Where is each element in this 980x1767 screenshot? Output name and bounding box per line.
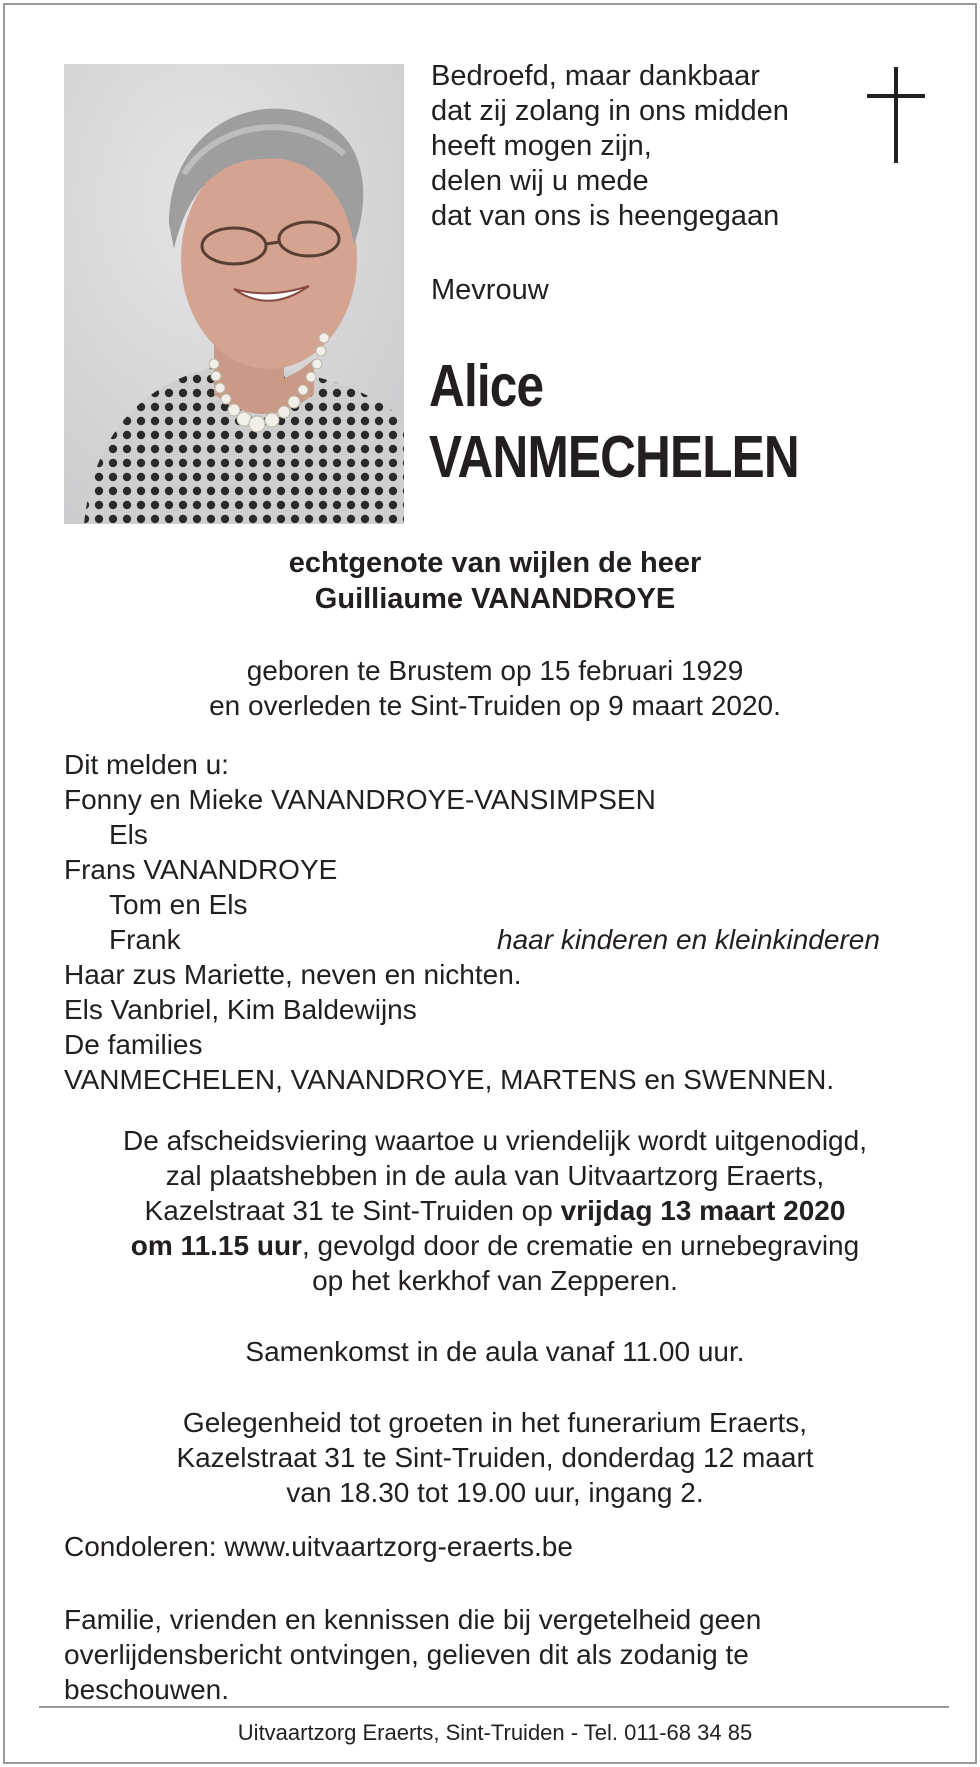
footer-divider xyxy=(39,1706,949,1708)
spouse-line: echtgenote van wijlen de heer xyxy=(288,547,702,579)
cross-symbol xyxy=(867,67,925,163)
funeral-text: Kazelstraat 31 te Sint-Truiden op xyxy=(144,1195,561,1226)
funeral-time: om 11.15 uur xyxy=(130,1230,302,1261)
closing-note xyxy=(64,1602,761,1707)
footer-funeral-home: Uitvaartzorg Eraerts, Sint-Truiden - Tel. 011-68 34 85 xyxy=(237,1720,753,1745)
poem-line: dat van ons is heengegaan xyxy=(431,200,780,232)
announcers-role: haar kinderen en kleinkinderen xyxy=(497,924,880,955)
spouse-name: Guilliaume VANANDROYE xyxy=(314,583,676,615)
salutation: Mevrouw xyxy=(431,274,549,306)
note-line: overlijdensbericht ontvingen, gelieven dit als zodanig te xyxy=(64,1639,749,1670)
funeral-line xyxy=(5,1193,980,1228)
announcer-line: Els xyxy=(109,819,148,850)
gathering-info: Samenkomst in de aula vanaf 11.00 uur. xyxy=(245,1336,745,1367)
note-line: Familie, vrienden en kennissen die bij vergetelheid geen xyxy=(64,1604,762,1635)
funeral-details xyxy=(5,1123,980,1298)
announcer-line: Els Vanbriel, Kim Baldewijns xyxy=(64,994,417,1025)
portrait-image xyxy=(64,64,404,524)
announcer-line: De families xyxy=(64,1029,203,1060)
visitation-line: Gelegenheid tot groeten in het funerarium Eraerts, xyxy=(182,1407,808,1438)
announcer-line: Fonny en Mieke VANANDROYE-VANSIMPSEN xyxy=(64,784,656,815)
visitation-info xyxy=(5,1405,980,1510)
spouse-block xyxy=(5,545,980,617)
deceased-first-name: Alice xyxy=(429,353,544,419)
life-dates xyxy=(5,653,980,723)
funeral-date: vrijdag 13 maart 2020 xyxy=(560,1195,846,1226)
poem-line: delen wij u mede xyxy=(431,165,649,197)
funeral-line: op het kerkhof van Zepperen. xyxy=(312,1265,678,1296)
announcer-line: Tom en Els xyxy=(109,889,248,920)
death-line: en overleden te Sint-Truiden op 9 maart 2020. xyxy=(209,690,781,721)
funeral-text: , gevolgd door de crematie en urnebegraving xyxy=(301,1230,860,1261)
portrait-photo xyxy=(64,64,404,524)
announcer-line: Frank xyxy=(109,924,181,955)
poem-line: Bedroefd, maar dankbaar xyxy=(431,60,760,92)
visitation-line: van 18.30 tot 19.00 uur, ingang 2. xyxy=(286,1477,704,1508)
condolence-website: Condoleren: www.uitvaartzorg-eraerts.be xyxy=(64,1531,573,1562)
deceased-last-name: VANMECHELEN xyxy=(429,424,799,490)
birth-line: geboren te Brustem op 15 februari 1929 xyxy=(246,655,744,686)
poem xyxy=(431,59,789,234)
announcer-line: Haar zus Mariette, neven en nichten. xyxy=(64,959,522,990)
visitation-line: Kazelstraat 31 te Sint-Truiden, donderdag 12 maart xyxy=(176,1442,814,1473)
announcers-intro: Dit melden u: xyxy=(64,749,229,780)
note-line: beschouwen. xyxy=(64,1674,230,1705)
poem-line: heeft mogen zijn, xyxy=(431,130,652,162)
announcer-line: Frans VANANDROYE xyxy=(64,854,338,885)
funeral-line xyxy=(5,1228,980,1263)
poem-line: dat zij zolang in ons midden xyxy=(431,95,789,127)
announcer-line: VANMECHELEN, VANANDROYE, MARTENS en SWENNEN. xyxy=(64,1064,835,1095)
cross-icon xyxy=(867,67,925,163)
funeral-line: De afscheidsviering waartoe u vriendelijk wordt uitgenodigd, xyxy=(123,1125,867,1156)
death-notice-card xyxy=(3,3,977,1764)
funeral-line: zal plaatshebben in de aula van Uitvaartzorg Eraerts, xyxy=(165,1160,825,1191)
